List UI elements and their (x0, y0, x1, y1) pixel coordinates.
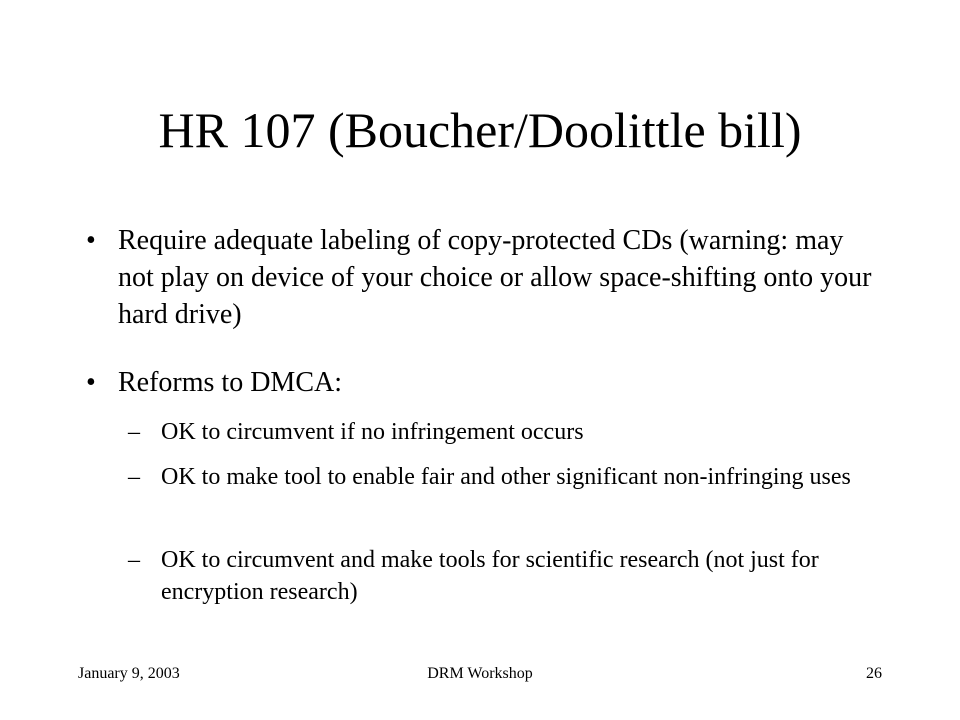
sub-bullet-text: OK to circumvent if no infringement occurs (161, 419, 584, 445)
bullet-marker: • (86, 367, 96, 398)
bullet-item (86, 222, 886, 333)
sub-bullet-text: OK to circumvent and make tools for scientific research (not just for encryption research) (161, 547, 819, 605)
sub-bullet-item (128, 544, 888, 608)
footer-event: DRM Workshop (427, 665, 533, 682)
bullet-text: Require adequate labeling of copy-protected CDs (warning: may not play on device of your choice or allow space-shifting onto your hard drive) (118, 225, 872, 330)
slide-title: HR 107 (Boucher/Doolittle bill) (158, 102, 802, 158)
sub-bullet-marker: – (128, 464, 140, 490)
bullet-item (86, 364, 886, 401)
bullet-marker: • (86, 225, 96, 256)
sub-bullet-item (128, 461, 888, 493)
sub-bullet-marker: – (128, 419, 140, 445)
sub-bullet-item (128, 416, 888, 448)
sub-bullet-text: OK to make tool to enable fair and other significant non-infringing uses (161, 464, 851, 490)
footer-date: January 9, 2003 (78, 665, 180, 682)
footer-page-number: 26 (866, 665, 882, 682)
sub-bullet-marker: – (128, 547, 140, 573)
bullet-text: Reforms to DMCA: (118, 367, 342, 398)
